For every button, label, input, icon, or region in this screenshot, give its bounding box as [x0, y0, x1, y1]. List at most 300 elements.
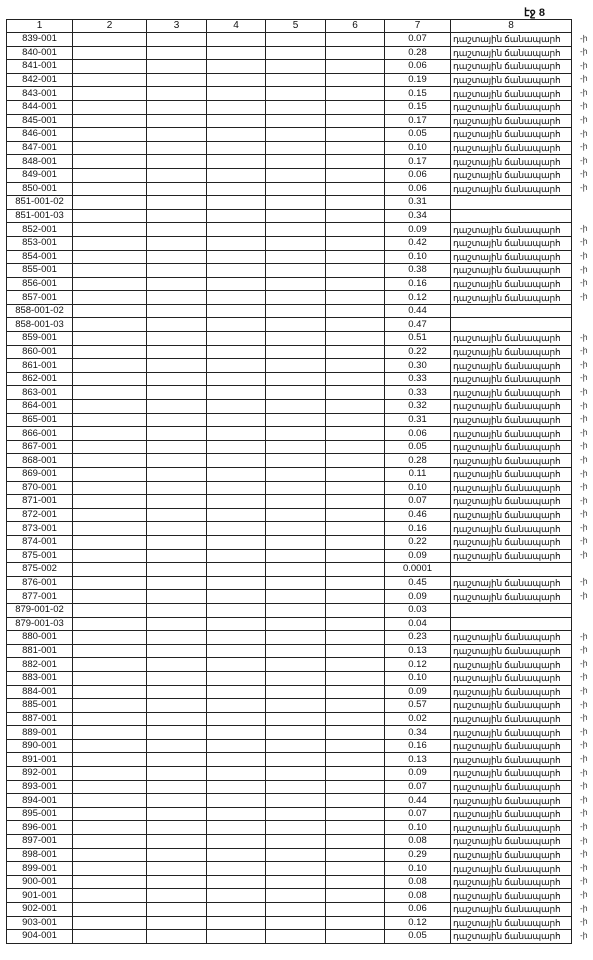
empty-cell [207, 87, 266, 101]
empty-cell [73, 73, 147, 87]
trailing-mark: -ի [580, 658, 588, 668]
table-row [7, 73, 572, 87]
area-value-cell: 0.28 [385, 454, 451, 468]
area-value-cell: 0.03 [385, 603, 451, 617]
table-row [7, 468, 572, 482]
purpose-cell [451, 209, 572, 223]
area-value-cell: 0.13 [385, 753, 451, 767]
table-row [7, 155, 572, 169]
empty-cell [326, 617, 385, 631]
empty-cell [266, 345, 326, 359]
purpose-cell: դաշտային ճանապարհ [451, 862, 572, 876]
empty-cell [73, 794, 147, 808]
empty-cell [73, 400, 147, 414]
empty-cell [147, 916, 207, 930]
purpose-cell: դաշտային ճանապարհ [451, 33, 572, 47]
empty-cell [326, 114, 385, 128]
empty-cell [73, 522, 147, 536]
trailing-mark: -ի [580, 686, 588, 695]
parcel-id-cell: 859-001 [7, 332, 73, 346]
empty-cell [73, 209, 147, 223]
empty-cell [326, 903, 385, 917]
table-row [7, 33, 572, 47]
area-value-cell: 0.09 [385, 223, 451, 237]
empty-cell [147, 454, 207, 468]
empty-cell [266, 46, 326, 60]
empty-cell [73, 277, 147, 291]
table-row [7, 875, 572, 889]
empty-cell [73, 100, 147, 114]
parcel-id-cell: 884-001 [7, 685, 73, 699]
empty-cell [207, 617, 266, 631]
area-value-cell: 0.06 [385, 60, 451, 74]
trailing-mark: -ի [580, 454, 588, 464]
table-row [7, 508, 572, 522]
empty-cell [207, 835, 266, 849]
empty-cell [207, 807, 266, 821]
empty-cell [207, 603, 266, 617]
empty-cell [326, 454, 385, 468]
empty-cell [266, 821, 326, 835]
table-row [7, 739, 572, 753]
trailing-mark: -ի [580, 87, 588, 97]
empty-cell [207, 576, 266, 590]
empty-cell [266, 699, 326, 713]
trailing-mark: -ի [580, 753, 588, 763]
area-value-cell: 0.30 [385, 359, 451, 373]
purpose-cell: դաշտային ճանապարհ [451, 767, 572, 781]
empty-cell [147, 87, 207, 101]
parcel-id-cell: 843-001 [7, 87, 73, 101]
table-row [7, 631, 572, 645]
area-value-cell: 0.51 [385, 332, 451, 346]
empty-cell [326, 168, 385, 182]
empty-cell [326, 739, 385, 753]
empty-cell [207, 413, 266, 427]
purpose-cell: դաշտային ճանապարհ [451, 250, 572, 264]
empty-cell [73, 726, 147, 740]
empty-cell [207, 46, 266, 60]
area-value-cell: 0.57 [385, 699, 451, 713]
area-value-cell: 0.31 [385, 196, 451, 210]
area-value-cell: 0.04 [385, 617, 451, 631]
empty-cell [326, 576, 385, 590]
col-header-5: 5 [266, 20, 326, 33]
empty-cell [266, 454, 326, 468]
empty-cell [207, 236, 266, 250]
empty-cell [326, 128, 385, 142]
empty-cell [73, 930, 147, 944]
trailing-mark: -ի [580, 291, 588, 301]
parcel-id-cell: 858-001-03 [7, 318, 73, 332]
empty-cell [326, 250, 385, 264]
area-value-cell: 0.06 [385, 168, 451, 182]
empty-cell [207, 481, 266, 495]
empty-cell [147, 726, 207, 740]
empty-cell [207, 264, 266, 278]
purpose-cell: դաշտային ճանապարհ [451, 726, 572, 740]
empty-cell [73, 671, 147, 685]
empty-cell [326, 372, 385, 386]
table-row [7, 386, 572, 400]
parcel-id-cell: 900-001 [7, 875, 73, 889]
table-row [7, 128, 572, 142]
parcel-id-cell: 840-001 [7, 46, 73, 60]
empty-cell [147, 291, 207, 305]
area-value-cell: 0.47 [385, 318, 451, 332]
empty-cell [147, 549, 207, 563]
area-value-cell: 0.10 [385, 862, 451, 876]
empty-cell [266, 631, 326, 645]
parcel-id-cell: 883-001 [7, 671, 73, 685]
area-value-cell: 0.09 [385, 590, 451, 604]
empty-cell [266, 60, 326, 74]
empty-cell [147, 400, 207, 414]
table-row [7, 223, 572, 237]
area-value-cell: 0.06 [385, 182, 451, 196]
empty-cell [147, 495, 207, 509]
empty-cell [147, 699, 207, 713]
empty-cell [326, 835, 385, 849]
trailing-mark: -ի [580, 414, 588, 424]
empty-cell [207, 862, 266, 876]
parcel-id-cell: 896-001 [7, 821, 73, 835]
table-row [7, 930, 572, 944]
trailing-mark: -ի [580, 903, 588, 913]
purpose-cell: դաշտային ճանապարհ [451, 658, 572, 672]
table-row [7, 821, 572, 835]
parcel-id-cell: 858-001-02 [7, 304, 73, 318]
empty-cell [326, 236, 385, 250]
table-row [7, 427, 572, 441]
empty-cell [326, 73, 385, 87]
empty-cell [73, 223, 147, 237]
purpose-cell: դաշտային ճանապարհ [451, 182, 572, 196]
empty-cell [147, 440, 207, 454]
empty-cell [73, 46, 147, 60]
parcel-id-cell: 863-001 [7, 386, 73, 400]
purpose-cell [451, 304, 572, 318]
area-value-cell: 0.08 [385, 875, 451, 889]
empty-cell [73, 495, 147, 509]
parcel-id-cell: 845-001 [7, 114, 73, 128]
parcel-id-cell: 876-001 [7, 576, 73, 590]
empty-cell [147, 304, 207, 318]
table-row [7, 590, 572, 604]
empty-cell [207, 903, 266, 917]
empty-cell [266, 400, 326, 414]
empty-cell [207, 100, 266, 114]
empty-cell [147, 468, 207, 482]
parcel-id-cell: 851-001-02 [7, 196, 73, 210]
trailing-mark: -ի [580, 726, 588, 736]
empty-cell [207, 454, 266, 468]
parcel-id-cell: 841-001 [7, 60, 73, 74]
trailing-mark: -ի [580, 577, 588, 587]
trailing-mark: -ի [580, 373, 588, 383]
empty-cell [147, 318, 207, 332]
empty-cell [266, 644, 326, 658]
empty-cell [73, 658, 147, 672]
empty-cell [326, 685, 385, 699]
purpose-cell: դաշտային ճանապարհ [451, 141, 572, 155]
empty-cell [207, 250, 266, 264]
empty-cell [147, 848, 207, 862]
table-row [7, 685, 572, 699]
trailing-mark: -ի [580, 699, 588, 709]
trailing-mark: -ի [580, 264, 588, 274]
empty-cell [266, 617, 326, 631]
parcel-id-cell: 881-001 [7, 644, 73, 658]
empty-cell [73, 182, 147, 196]
empty-cell [326, 182, 385, 196]
empty-cell [73, 304, 147, 318]
col-header-2: 2 [73, 20, 147, 33]
table-row [7, 522, 572, 536]
empty-cell [266, 291, 326, 305]
empty-cell [147, 889, 207, 903]
empty-cell [266, 549, 326, 563]
empty-cell [326, 87, 385, 101]
area-value-cell: 0.16 [385, 739, 451, 753]
empty-cell [207, 780, 266, 794]
parcel-id-cell: 885-001 [7, 699, 73, 713]
trailing-mark: -ի [580, 332, 588, 342]
trailing-mark: -ի [580, 169, 588, 179]
empty-cell [266, 332, 326, 346]
purpose-cell: դաշտային ճանապարհ [451, 671, 572, 685]
parcel-id-cell: 902-001 [7, 903, 73, 917]
empty-cell [73, 427, 147, 441]
area-value-cell: 0.07 [385, 33, 451, 47]
area-value-cell: 0.05 [385, 930, 451, 944]
empty-cell [326, 726, 385, 740]
area-value-cell: 0.05 [385, 128, 451, 142]
empty-cell [326, 603, 385, 617]
area-value-cell: 0.10 [385, 821, 451, 835]
area-value-cell: 0.10 [385, 141, 451, 155]
parcel-id-cell: 895-001 [7, 807, 73, 821]
table-row [7, 563, 572, 577]
purpose-cell: դաշտային ճանապարհ [451, 535, 572, 549]
parcel-id-cell: 889-001 [7, 726, 73, 740]
empty-cell [147, 712, 207, 726]
empty-cell [266, 427, 326, 441]
empty-cell [73, 468, 147, 482]
empty-cell [326, 644, 385, 658]
table-row [7, 862, 572, 876]
empty-cell [147, 345, 207, 359]
purpose-cell: դաշտային ճանապարհ [451, 291, 572, 305]
empty-cell [147, 930, 207, 944]
purpose-cell: դաշտային ճանապարհ [451, 508, 572, 522]
trailing-mark: -ի [580, 278, 588, 288]
empty-cell [266, 304, 326, 318]
table-row [7, 767, 572, 781]
empty-cell [147, 508, 207, 522]
empty-cell [73, 535, 147, 549]
empty-cell [147, 563, 207, 577]
trailing-mark: -ի [580, 115, 588, 125]
parcel-id-cell: 903-001 [7, 916, 73, 930]
purpose-cell: դաշտային ճանապարհ [451, 413, 572, 427]
purpose-cell: դաշտային ճանապարհ [451, 372, 572, 386]
empty-cell [73, 821, 147, 835]
area-value-cell: 0.12 [385, 658, 451, 672]
parcel-id-cell: 898-001 [7, 848, 73, 862]
empty-cell [73, 155, 147, 169]
empty-cell [73, 903, 147, 917]
empty-cell [73, 168, 147, 182]
area-value-cell: 0.09 [385, 685, 451, 699]
empty-cell [73, 128, 147, 142]
parcel-id-cell: 856-001 [7, 277, 73, 291]
purpose-cell [451, 196, 572, 210]
area-value-cell: 0.45 [385, 576, 451, 590]
empty-cell [326, 631, 385, 645]
trailing-mark: -ի [580, 849, 588, 859]
empty-cell [266, 100, 326, 114]
empty-cell [147, 903, 207, 917]
empty-cell [73, 386, 147, 400]
empty-cell [73, 318, 147, 332]
parcel-id-cell: 887-001 [7, 712, 73, 726]
table-row [7, 617, 572, 631]
empty-cell [207, 468, 266, 482]
empty-cell [207, 73, 266, 87]
parcel-id-cell: 851-001-03 [7, 209, 73, 223]
empty-cell [73, 767, 147, 781]
empty-cell [147, 821, 207, 835]
empty-cell [147, 535, 207, 549]
empty-cell [73, 454, 147, 468]
empty-cell [266, 223, 326, 237]
empty-cell [266, 889, 326, 903]
area-value-cell: 0.23 [385, 631, 451, 645]
purpose-cell: դաշտային ճանապարհ [451, 794, 572, 808]
table-row [7, 291, 572, 305]
trailing-mark: -ի [580, 223, 588, 233]
empty-cell [73, 889, 147, 903]
empty-cell [266, 168, 326, 182]
parcel-id-cell: 873-001 [7, 522, 73, 536]
empty-cell [326, 794, 385, 808]
empty-cell [266, 794, 326, 808]
empty-cell [266, 780, 326, 794]
trailing-mark: -ի [580, 794, 588, 804]
area-value-cell: 0.06 [385, 427, 451, 441]
empty-cell [326, 264, 385, 278]
trailing-mark: -ի [580, 930, 588, 940]
empty-cell [73, 603, 147, 617]
empty-cell [207, 658, 266, 672]
empty-cell [266, 916, 326, 930]
empty-cell [147, 359, 207, 373]
empty-cell [147, 631, 207, 645]
area-value-cell: 0.16 [385, 522, 451, 536]
empty-cell [326, 916, 385, 930]
empty-cell [266, 739, 326, 753]
empty-cell [326, 889, 385, 903]
empty-cell [207, 427, 266, 441]
empty-cell [73, 617, 147, 631]
empty-cell [326, 277, 385, 291]
trailing-mark: -ի [580, 631, 588, 641]
purpose-cell [451, 603, 572, 617]
empty-cell [207, 508, 266, 522]
trailing-mark: -ի [580, 101, 588, 111]
empty-cell [266, 767, 326, 781]
empty-cell [207, 168, 266, 182]
table-row [7, 264, 572, 278]
empty-cell [73, 508, 147, 522]
empty-cell [207, 60, 266, 74]
table-row [7, 196, 572, 210]
empty-cell [326, 440, 385, 454]
empty-cell [207, 155, 266, 169]
parcel-id-cell: 894-001 [7, 794, 73, 808]
empty-cell [73, 590, 147, 604]
empty-cell [326, 223, 385, 237]
empty-cell [147, 767, 207, 781]
empty-cell [266, 359, 326, 373]
empty-cell [207, 440, 266, 454]
trailing-mark: -ի [580, 183, 588, 193]
empty-cell [207, 386, 266, 400]
trailing-mark: -ի [580, 155, 588, 165]
empty-cell [207, 359, 266, 373]
area-value-cell: 0.10 [385, 671, 451, 685]
empty-cell [73, 848, 147, 862]
empty-cell [326, 930, 385, 944]
empty-cell [147, 196, 207, 210]
empty-cell [326, 209, 385, 223]
empty-cell [147, 128, 207, 142]
purpose-cell: դաշտային ճանապարհ [451, 400, 572, 414]
parcel-id-cell: 864-001 [7, 400, 73, 414]
empty-cell [73, 807, 147, 821]
empty-cell [147, 114, 207, 128]
trailing-mark: -ի [580, 645, 588, 655]
parcel-id-cell: 853-001 [7, 236, 73, 250]
empty-cell [326, 767, 385, 781]
area-value-cell: 0.13 [385, 644, 451, 658]
empty-cell [73, 875, 147, 889]
parcel-id-cell: 857-001 [7, 291, 73, 305]
empty-cell [326, 345, 385, 359]
purpose-cell: դաշտային ճանապարհ [451, 821, 572, 835]
table-row [7, 658, 572, 672]
area-value-cell: 0.09 [385, 549, 451, 563]
empty-cell [266, 658, 326, 672]
trailing-mark: -ի [580, 128, 588, 138]
parcel-id-cell: 861-001 [7, 359, 73, 373]
empty-cell [147, 658, 207, 672]
empty-cell [207, 277, 266, 291]
empty-cell [266, 196, 326, 210]
trailing-mark: -ի [580, 713, 588, 723]
empty-cell [266, 386, 326, 400]
parcel-id-cell: 848-001 [7, 155, 73, 169]
parcel-id-cell: 847-001 [7, 141, 73, 155]
trailing-mark: -ի [580, 441, 588, 451]
empty-cell [73, 114, 147, 128]
parcel-id-cell: 872-001 [7, 508, 73, 522]
empty-cell [73, 60, 147, 74]
empty-cell [207, 318, 266, 332]
empty-cell [147, 413, 207, 427]
empty-cell [147, 33, 207, 47]
